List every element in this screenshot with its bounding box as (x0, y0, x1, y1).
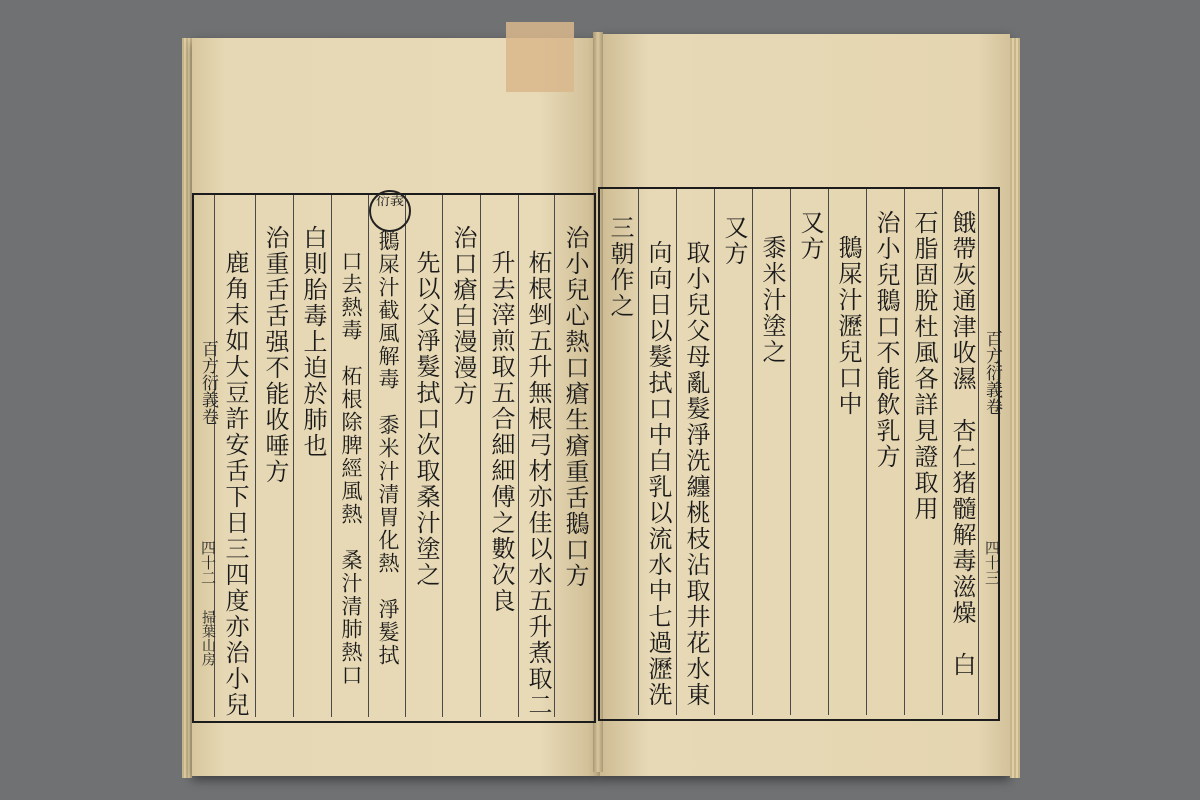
column-rule (790, 189, 791, 715)
right-col-9: 向向日以髮拭口中白乳以流水中七過瀝洗 (644, 240, 672, 708)
column-rule (714, 189, 715, 715)
publisher-imprint: 掃葉山房 (200, 610, 216, 666)
column-rule (518, 195, 519, 717)
column-rule (676, 189, 677, 715)
right-col-6: 黍米汁塗之 (758, 235, 786, 365)
column-rule (752, 189, 753, 715)
column-rule (904, 189, 905, 715)
right-col-3: 治小兒鵝口不能飲乳方 (872, 210, 900, 470)
left-col-5: 先以父淨髮拭口次取桑汁塗之 (412, 250, 440, 588)
left-page-number: 四十二 (199, 540, 217, 585)
paper-tag (506, 22, 574, 92)
right-col-5: 又方 (796, 210, 824, 262)
left-col-8: 白則胎毒上迫於肺也 (299, 225, 327, 459)
right-margin-title: 百方衍義卷 (982, 330, 1002, 415)
right-col-4: 鵝屎汁瀝兒口中 (834, 235, 862, 417)
commentary-badge: 衍義 (369, 190, 411, 232)
left-col-9: 治重舌舌强不能收唾方 (261, 225, 289, 485)
left-col-1: 治小兒心熱口瘡生瘡重舌鵝口方 (561, 225, 589, 589)
page-edges-right (1010, 38, 1020, 778)
left-col-3: 升去滓煎取五合細細傅之數次良 (487, 250, 515, 614)
column-rule (368, 195, 369, 717)
column-rule (293, 195, 294, 717)
left-col-4: 治口瘡白漫漫方 (449, 225, 477, 407)
column-rule (866, 189, 867, 715)
right-page-number: 四十三 (983, 540, 1001, 585)
column-rule (638, 189, 639, 715)
column-rule (480, 195, 481, 717)
column-rule (828, 189, 829, 715)
right-col-8: 取小兒父母亂髮淨洗纏桃枝沾取井花水東 (682, 240, 710, 708)
column-rule (942, 189, 943, 715)
left-col-7: 口去熱毒 柘根除脾經風熱 桑汁清肺熱口 (339, 250, 363, 687)
right-col-7: 又方 (720, 215, 748, 267)
right-col-10: 三朝作之 (606, 215, 634, 319)
left-col-10: 鹿角末如大豆許安舌下日三四度亦治小兒 (221, 250, 249, 718)
left-col-6: 鵝屎汁截風解毒 黍米汁清胃化熱 淨髮拭 (376, 230, 400, 667)
column-rule (405, 195, 406, 717)
left-col-2: 柘根剉五升無根弓材亦佳以水五升煮取二 (524, 250, 552, 718)
column-rule (331, 195, 332, 717)
right-col-1: 餓帶灰通津收濕 杏仁猪髓解毒滋燥 白 (948, 210, 976, 678)
column-rule (255, 195, 256, 717)
page-edges-left (182, 38, 192, 778)
right-col-2: 石脂固脫杜風各詳見證取用 (910, 210, 938, 522)
left-margin-title: 百方衍義卷 (198, 340, 218, 425)
